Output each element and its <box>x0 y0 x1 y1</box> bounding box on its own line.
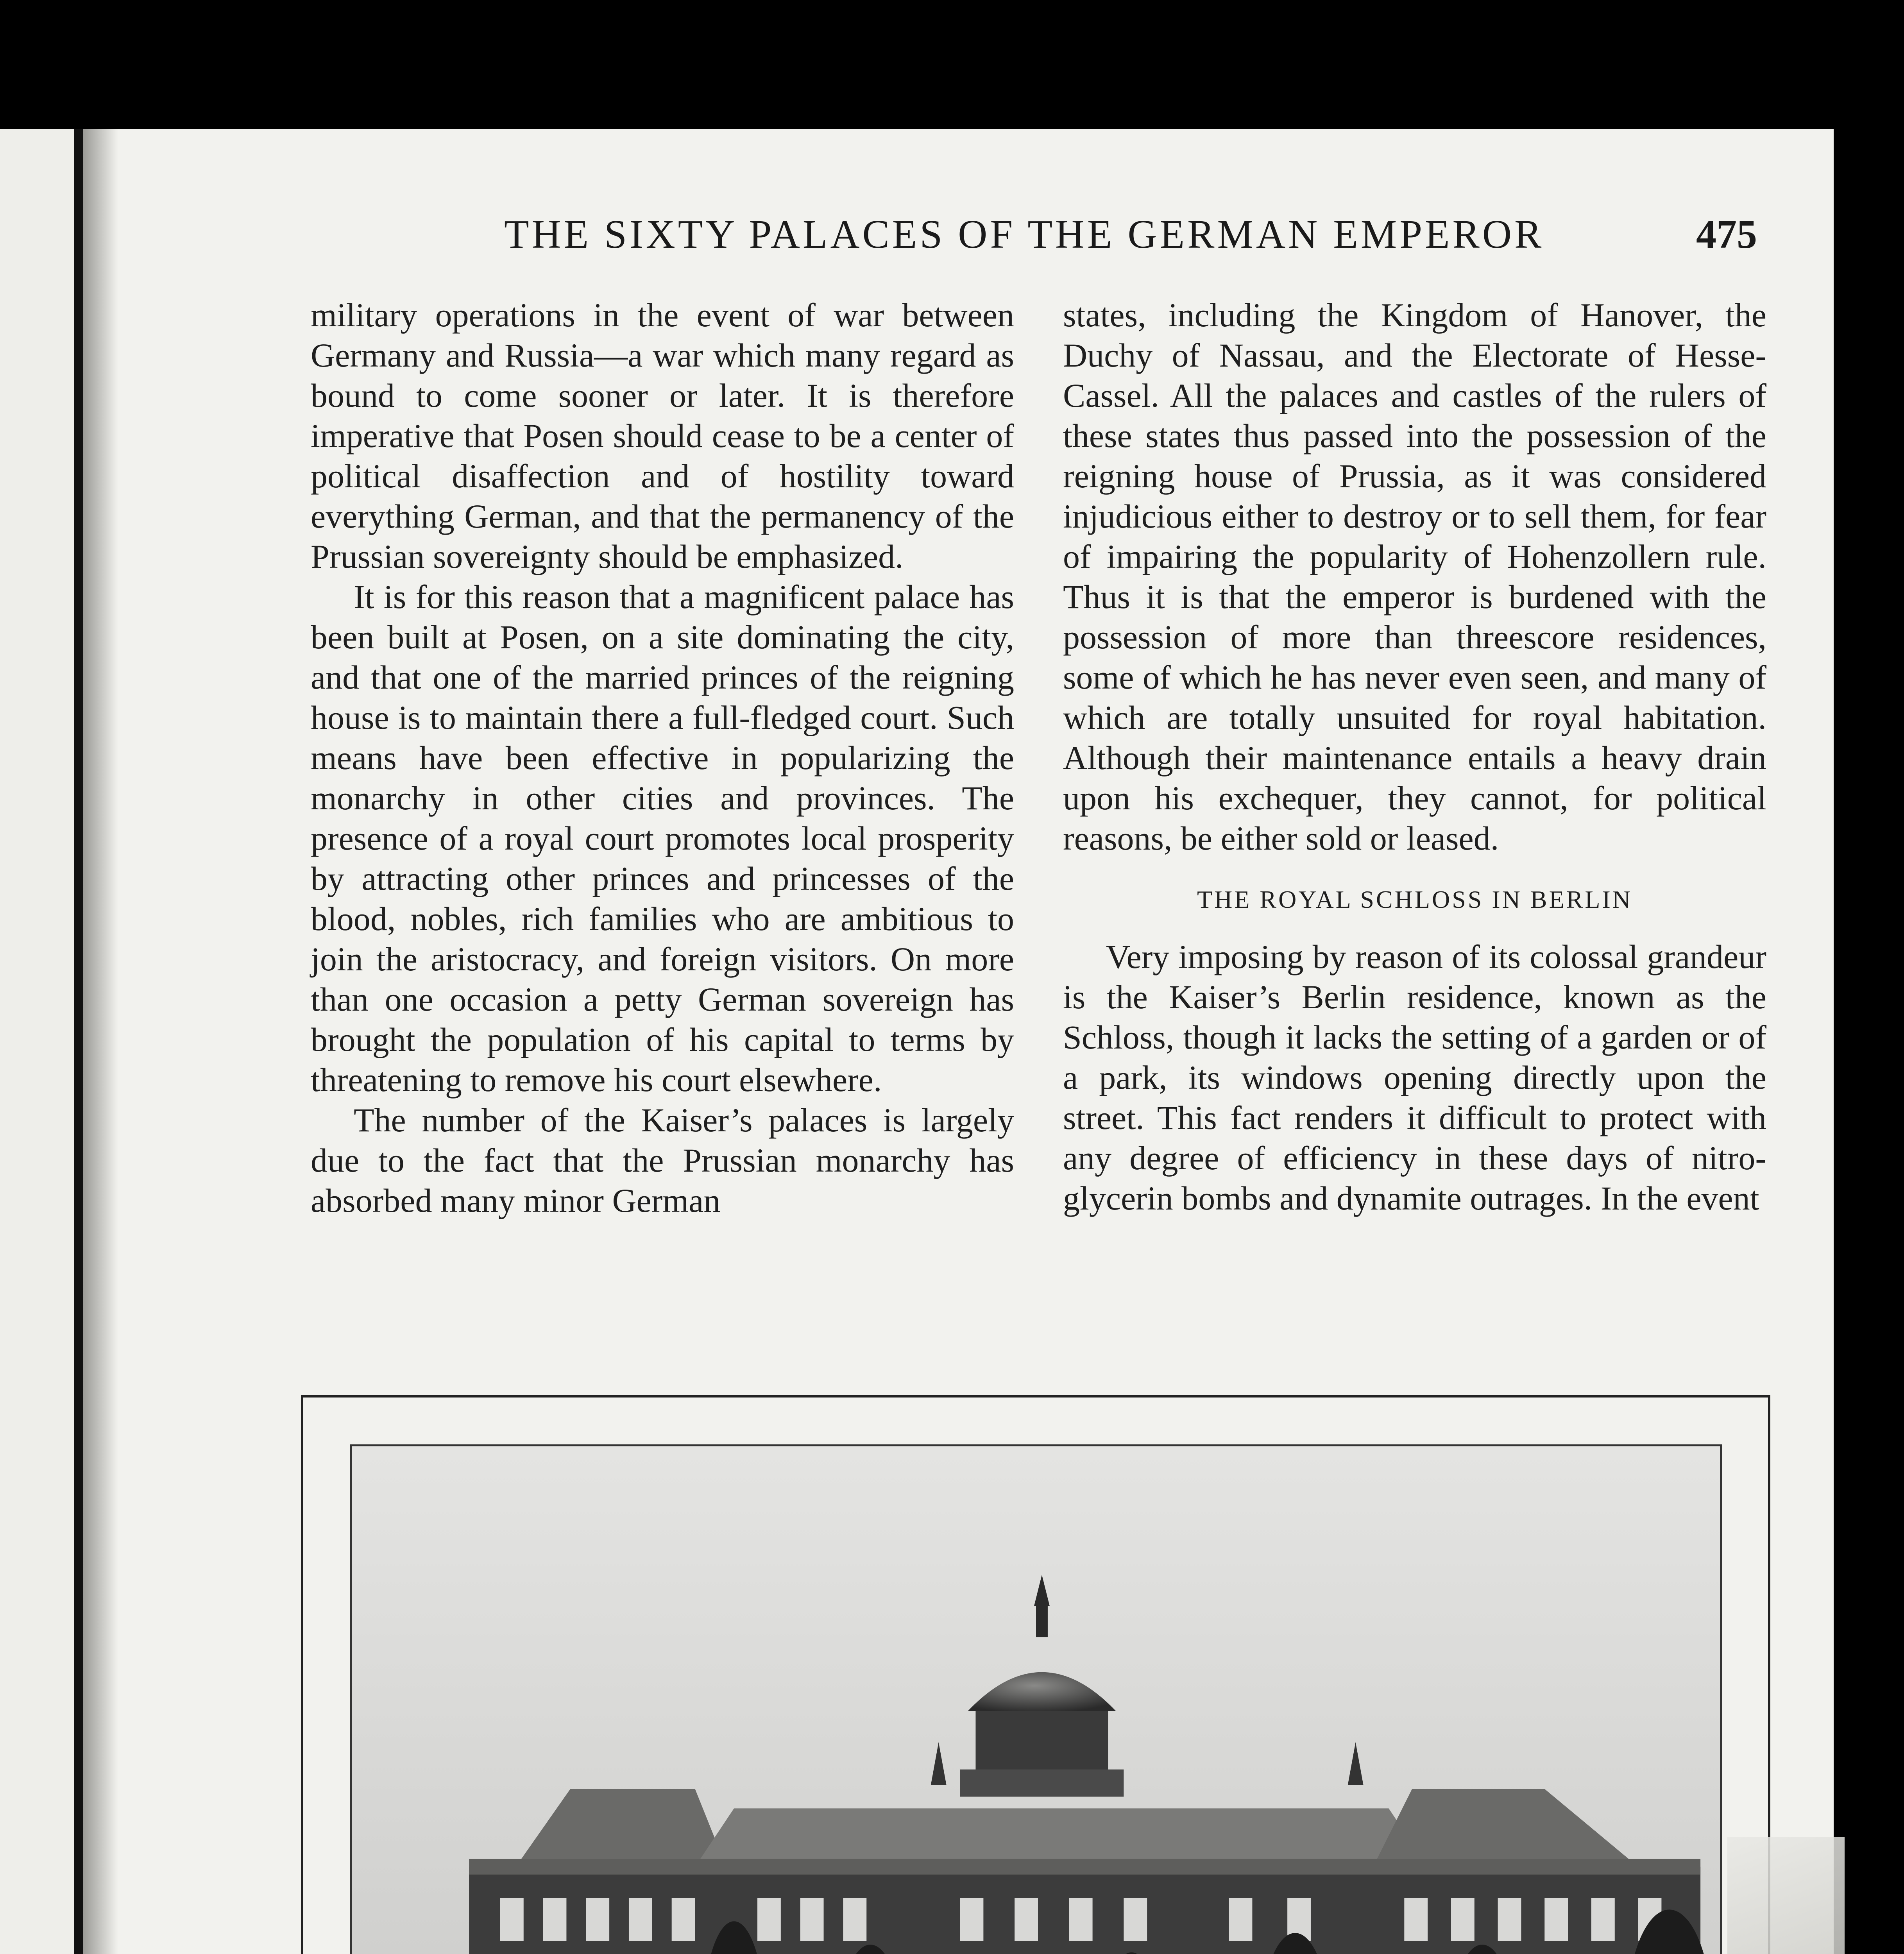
left-column <box>311 295 1014 1221</box>
paper-tear-artifact <box>1727 1837 1845 1954</box>
right-column <box>1063 295 1766 1219</box>
left-paragraph-3: The number of the Kaiser’s palaces is largely due to the fact that the Prussian monarchy has absorbed many minor German <box>311 1101 1014 1219</box>
left-paragraph-2: It is for this reason that a magnificent palace has been built at Posen, on a site dominating the city, and that one of the married princes of the reigning house is to maintain there a full-fledged court. Such means have been effective in popularizing the monarchy in other cities and provinces. The presence of a royal court promotes local prosperity by attracting other princes and princesses of the blood, nobles, rich families who are ambitious to join the aristocracy, and foreign visitors. On more than one occasion a petty German sovereign has brought the population of his capital to terms by threatening to remove his court elsewhere. <box>311 578 1014 1099</box>
photo-frame <box>301 1395 1770 1954</box>
left-paragraph-1: military operations in the event of war between Germany and Russia—a war which many regard as bound to come sooner or later. It is therefore imperative that Posen should cease to be a center of political disaffection and of hostility toward everything German, and that the permanency of the Prussian sovereignty should be emphasized. <box>311 296 1014 575</box>
page-number: 475 <box>1696 212 1757 257</box>
page-fold-shadow <box>83 129 118 1954</box>
right-paragraph-2: Very imposing by reason of its colossal grandeur is the Kaiser’s Berlin residence, known as the Schloss, though it lacks the setting of a garden or of a park, its windows opening directly upon the street. This fact renders it difficult to protect with any degree of efficiency in these days of nitro-glycerin bombs and dynamite outrages. In the event <box>1063 938 1766 1217</box>
running-head: THE SIXTY PALACES OF THE GERMAN EMPEROR <box>504 212 1544 257</box>
right-paragraph-1: states, including the Kingdom of Hanover, the Duchy of Nassau, and the Electorate of Hesse-Cassel. All the palaces and castles of the rulers of these states thus passed into the possession of the reigning house of Prussia, as it was considered injudicious either to destroy or to sell them, for fear of impairing the popularity of Hohenzollern rule. Thus it is that the emperor is burdened with the possession of more than threescore residences, some of which he has never even seen, and many of which are totally unsuited for royal habitation. Although their maintenance entails a heavy drain upon his exchequer, they cannot, for political reasons, be either sold or leased. <box>1063 296 1766 857</box>
photo-inner-border <box>350 1444 1722 1954</box>
palace-photograph <box>352 1446 1720 1954</box>
section-heading: THE ROYAL SCHLOSS IN BERLIN <box>1197 886 1632 913</box>
previous-page-edge <box>0 129 74 1954</box>
binding-gutter <box>74 129 83 1954</box>
